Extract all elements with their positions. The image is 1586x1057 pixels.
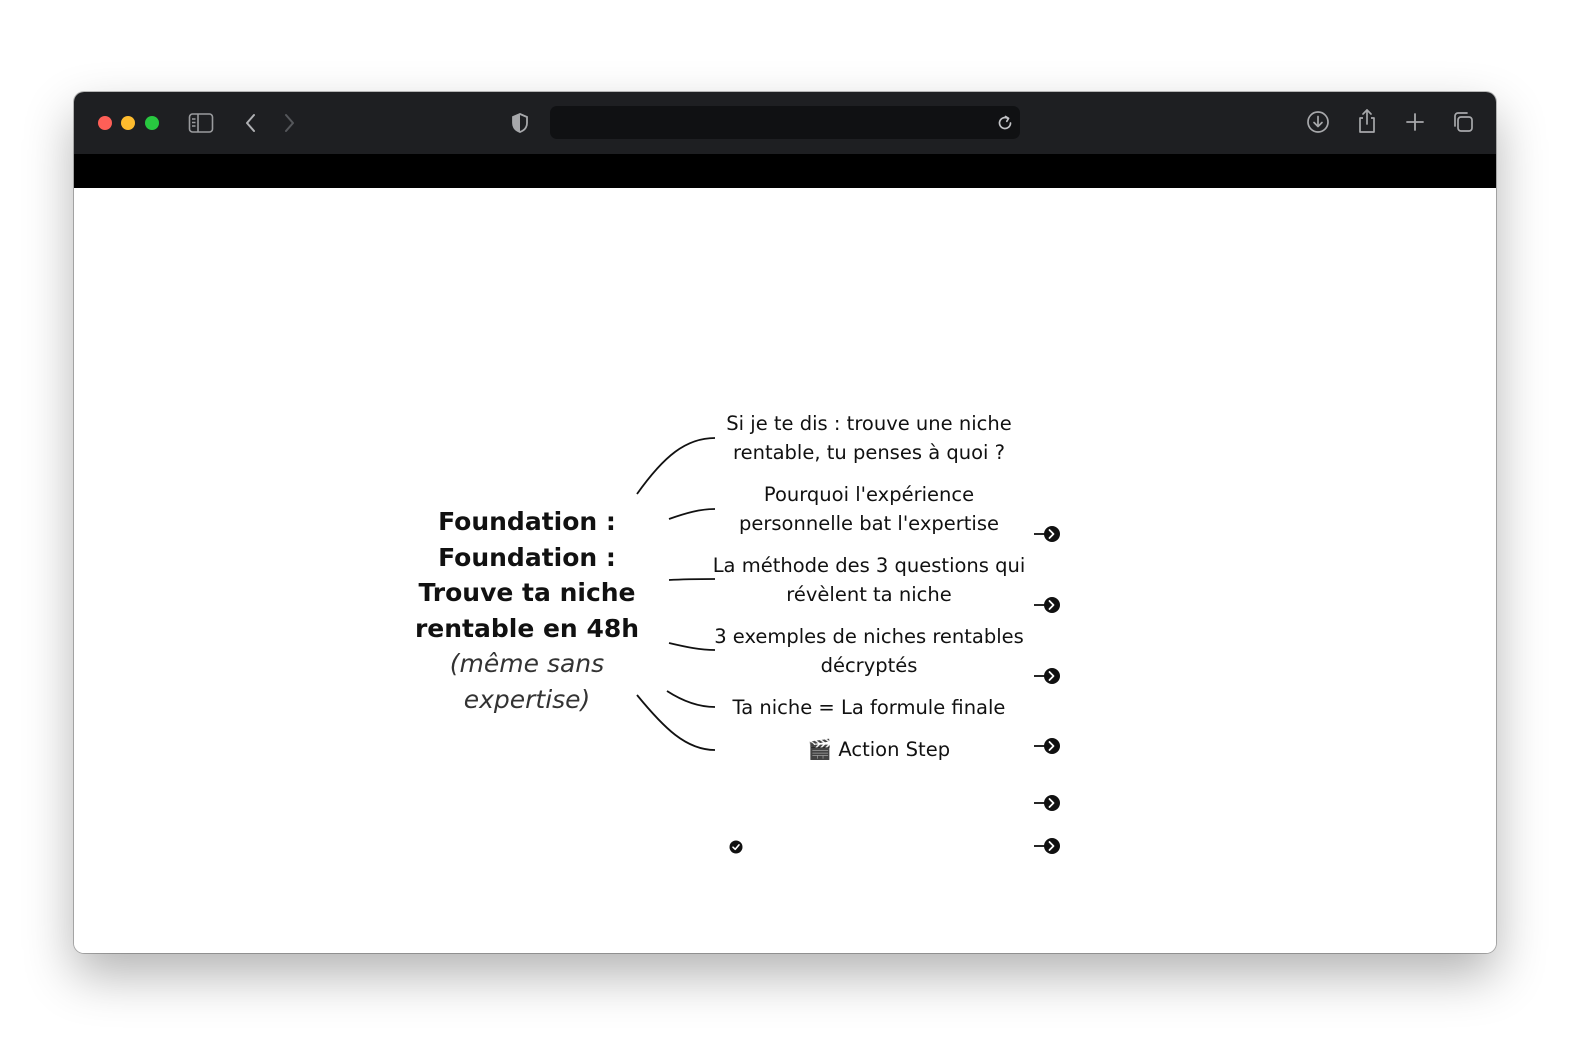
expand-arrow-icon[interactable] [1034, 793, 1064, 813]
mindmap-branch-node[interactable] [719, 735, 1039, 764]
reload-icon[interactable] [994, 112, 1016, 134]
mindmap-branch-node[interactable] [709, 409, 1029, 467]
branch-label: Pourquoi l'expérience personnelle bat l'expertise [739, 483, 999, 535]
connector-line [667, 691, 715, 707]
mindmap-branch-node[interactable] [709, 480, 1029, 538]
address-bar[interactable] [550, 106, 1020, 139]
root-title-bold: Foundation : Trouve ta niche rentable en 48h [414, 542, 640, 643]
mindmap-root-node[interactable] [392, 504, 662, 717]
zoom-window-button[interactable] [145, 116, 159, 130]
forward-icon[interactable] [278, 110, 300, 136]
sidebar-icon[interactable] [187, 110, 215, 136]
root-title-line1: Foundation : [438, 507, 616, 536]
page-top-bar [74, 154, 1496, 188]
browser-toolbar [74, 92, 1496, 154]
branch-label: Ta niche = La formule finale [732, 696, 1006, 719]
root-title-italic: (même sans expertise) [449, 649, 605, 714]
check-icon[interactable] [729, 840, 743, 854]
tabs-overview-icon[interactable] [1450, 109, 1476, 135]
expand-arrow-icon[interactable] [1034, 836, 1064, 856]
back-icon[interactable] [240, 110, 262, 136]
expand-arrow-icon[interactable] [1034, 595, 1064, 615]
mindmap-branch-node[interactable] [709, 551, 1029, 609]
mindmap-branch-node[interactable] [709, 693, 1029, 722]
download-icon[interactable] [1305, 109, 1331, 135]
branch-label: Si je te dis : trouve une niche rentable, tu penses à quoi ? [726, 412, 1012, 464]
branch-label: 3 exemples de niches rentables décryptés [714, 625, 1024, 677]
share-icon[interactable] [1354, 107, 1380, 135]
branch-label: 🎬 Action Step [807, 738, 951, 761]
new-tab-icon[interactable] [1402, 109, 1428, 135]
mindmap-canvas [74, 188, 1496, 953]
close-window-button[interactable] [98, 116, 112, 130]
expand-arrow-icon[interactable] [1034, 524, 1064, 544]
branch-label: La méthode des 3 questions qui révèlent ta niche [712, 554, 1026, 606]
shield-icon[interactable] [508, 110, 532, 136]
connector-line [637, 438, 715, 494]
browser-window [74, 92, 1496, 953]
minimize-window-button[interactable] [121, 116, 135, 130]
expand-arrow-icon[interactable] [1034, 666, 1064, 686]
expand-arrow-icon[interactable] [1034, 736, 1064, 756]
mindmap-branch-node[interactable] [709, 622, 1029, 680]
